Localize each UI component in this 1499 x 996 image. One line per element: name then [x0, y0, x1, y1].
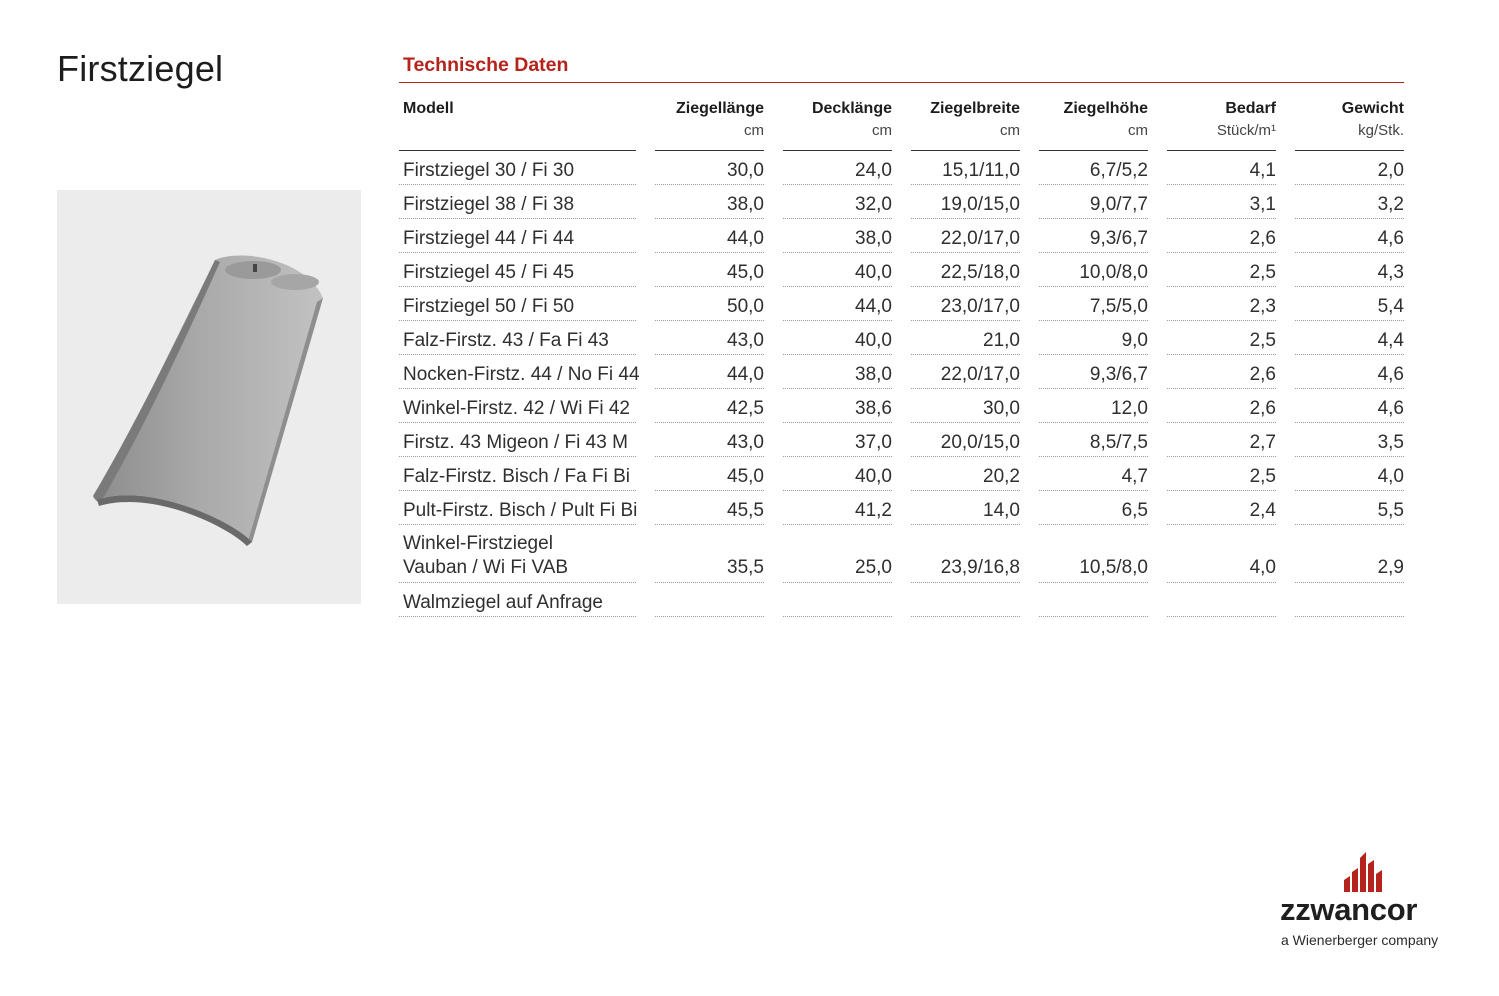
table-cell	[399, 287, 636, 321]
cell-value: Firstziegel 50 / Fi 50	[403, 296, 575, 317]
table-cell	[911, 321, 1020, 355]
cell-value: 4,1	[1249, 160, 1276, 181]
table-cell	[1039, 151, 1148, 185]
cell-value: 30,0	[727, 160, 764, 181]
table-cell	[1039, 525, 1148, 583]
ridge-tile-illustration	[57, 190, 361, 604]
cell-value: 9,0	[1121, 330, 1148, 351]
table-cell	[783, 151, 892, 185]
column-bedarf	[1167, 92, 1276, 617]
table-cell	[911, 185, 1020, 219]
cell-value: 25,0	[855, 557, 892, 578]
table-cell	[399, 185, 636, 219]
table-cell	[1167, 151, 1276, 185]
table-cell	[1039, 457, 1148, 491]
column-unit: kg/Stk.	[1358, 122, 1404, 139]
table-cell	[399, 355, 640, 389]
cell-value: 40,0	[855, 262, 892, 283]
table-cell	[1167, 355, 1276, 389]
table-cell	[911, 287, 1020, 321]
cell-value: 2,9	[1377, 557, 1404, 578]
table-cell	[783, 355, 892, 389]
table-cell	[655, 457, 764, 491]
cell-value: 22,0/17,0	[940, 228, 1020, 249]
table-cell	[399, 321, 636, 355]
section-heading: Technische Daten	[403, 54, 569, 76]
cell-value: 3,1	[1249, 194, 1276, 215]
table-cell	[655, 423, 764, 457]
table-cell	[1039, 491, 1148, 525]
column-label: Bedarf	[1225, 100, 1276, 117]
table-cell	[911, 151, 1020, 185]
cell-value: 2,5	[1249, 330, 1276, 351]
table-cell	[399, 583, 636, 617]
table-cell	[1167, 253, 1276, 287]
column-label: Modell	[403, 100, 454, 117]
table-cell	[783, 253, 892, 287]
table-cell	[783, 389, 892, 423]
table-cell	[1039, 321, 1148, 355]
cell-value: Nocken-Firstz. 44 / No Fi 44	[403, 364, 640, 385]
table-cell	[1167, 185, 1276, 219]
cell-value: Firstziegel 38 / Fi 38	[403, 194, 575, 215]
cell-value: 2,5	[1249, 466, 1276, 487]
cell-value: 4,7	[1121, 466, 1148, 487]
column-label: Ziegellänge	[675, 100, 764, 117]
column-modell	[399, 92, 640, 617]
cell-value: 38,0	[727, 194, 764, 215]
table-cell	[1295, 491, 1404, 525]
cell-value: 4,0	[1249, 557, 1276, 578]
table-cell	[1295, 321, 1404, 355]
table-cell	[399, 253, 636, 287]
cell-value: 12,0	[1111, 398, 1148, 419]
table-cell	[655, 151, 764, 185]
table-cell	[1295, 287, 1404, 321]
cell-value: 50,0	[727, 296, 764, 317]
table-cell	[1167, 583, 1276, 617]
table-cell	[655, 491, 764, 525]
table-cell	[399, 151, 636, 185]
cell-value: 38,0	[855, 228, 892, 249]
cell-value: 4,6	[1377, 398, 1404, 419]
cell-value: 42,5	[727, 398, 764, 419]
column-ziegelhoehe	[1039, 92, 1148, 617]
cell-value: 41,2	[855, 500, 892, 521]
table-cell	[1167, 457, 1276, 491]
column-unit: cm	[1000, 122, 1020, 139]
cell-value: Winkel-Firstziegel Vauban / Wi Fi VAB	[403, 533, 569, 578]
cell-value: 40,0	[855, 330, 892, 351]
cell-value: 37,0	[855, 432, 892, 453]
cell-value: Falz-Firstz. 43 / Fa Fi 43	[403, 330, 609, 351]
cell-value: 14,0	[983, 500, 1020, 521]
cell-value: 9,0/7,7	[1089, 194, 1148, 215]
cell-value: 3,5	[1377, 432, 1404, 453]
table-cell	[783, 583, 892, 617]
cell-value: 45,0	[727, 466, 764, 487]
column-header	[911, 92, 1020, 151]
column-unit: Stück/m¹	[1216, 122, 1276, 139]
table-cell	[1039, 253, 1148, 287]
table-cell	[911, 423, 1020, 457]
table-cell	[1295, 355, 1404, 389]
table-cell	[655, 389, 764, 423]
cell-value: 45,0	[727, 262, 764, 283]
table-cell	[911, 491, 1020, 525]
cell-value: 44,0	[855, 296, 892, 317]
column-header	[1167, 92, 1276, 151]
column-ziegellaenge	[655, 92, 764, 617]
cell-value: 44,0	[727, 364, 764, 385]
column-header	[655, 92, 764, 151]
column-header	[783, 92, 892, 151]
cell-value: 4,6	[1377, 228, 1404, 249]
cell-value: 10,5/8,0	[1079, 557, 1148, 578]
table-cell	[1039, 185, 1148, 219]
cell-value: 38,6	[855, 398, 892, 419]
table-cell	[911, 389, 1020, 423]
cell-value: 38,0	[855, 364, 892, 385]
table-cell	[783, 457, 892, 491]
cell-value: 2,6	[1249, 364, 1276, 385]
cell-value: 44,0	[727, 228, 764, 249]
table-cell	[911, 525, 1020, 583]
table-cell	[783, 287, 892, 321]
column-unit: cm	[744, 122, 764, 139]
table-cell	[655, 219, 764, 253]
table-cell	[655, 287, 764, 321]
column-unit: cm	[1128, 122, 1148, 139]
table-cell	[911, 355, 1020, 389]
table-cell	[1295, 423, 1404, 457]
table-cell	[1295, 389, 1404, 423]
column-label: Ziegelhöhe	[1063, 100, 1148, 117]
cell-value: Pult-Firstz. Bisch / Pult Fi Bi	[403, 500, 638, 521]
table-cell	[783, 321, 892, 355]
cell-value: 15,1/11,0	[942, 160, 1020, 181]
table-cell	[399, 219, 636, 253]
cell-value: Falz-Firstz. Bisch / Fa Fi Bi	[403, 466, 630, 487]
cell-value: 9,3/6,7	[1089, 364, 1148, 385]
table-cell	[783, 185, 892, 219]
cell-value: 21,0	[983, 330, 1020, 351]
cell-value: 2,3	[1249, 296, 1276, 317]
table-cell	[399, 457, 636, 491]
table-cell	[655, 185, 764, 219]
table-cell	[783, 219, 892, 253]
column-label: Gewicht	[1341, 100, 1404, 117]
cell-value: 23,9/16,8	[940, 557, 1020, 578]
table-cell	[1039, 219, 1148, 253]
table-cell	[655, 355, 764, 389]
cell-value: Walmziegel auf Anfrage	[403, 592, 603, 613]
cell-value: 23,0/17,0	[940, 296, 1020, 317]
cell-value: 6,7/5,2	[1089, 160, 1148, 181]
table-cell	[783, 525, 892, 583]
table-cell	[911, 253, 1020, 287]
table-cell	[1167, 287, 1276, 321]
table-cell	[1167, 219, 1276, 253]
column-decklaenge	[783, 92, 892, 617]
cell-value: Firstziegel 44 / Fi 44	[403, 228, 575, 249]
cell-value: 24,0	[855, 160, 892, 181]
table-cell	[1039, 583, 1148, 617]
cell-value: 2,7	[1249, 432, 1276, 453]
table-cell	[1295, 253, 1404, 287]
column-ziegelbreite	[911, 92, 1020, 617]
table-cell	[399, 491, 636, 525]
cell-value: 6,5	[1121, 500, 1148, 521]
cell-value: 4,0	[1377, 466, 1404, 487]
table-cell	[1167, 389, 1276, 423]
cell-value: 4,3	[1377, 262, 1404, 283]
cell-value: 22,5/18,0	[940, 262, 1020, 283]
column-header	[1295, 92, 1404, 151]
table-cell	[655, 321, 764, 355]
cell-value: Firstz. 43 Migeon / Fi 43 M	[403, 432, 628, 453]
table-cell	[1039, 389, 1148, 423]
table-cell	[655, 525, 764, 583]
cell-value: 2,0	[1377, 160, 1404, 181]
table-cell	[1039, 355, 1148, 389]
logo-name: zzwancor	[1280, 892, 1418, 927]
column-label: Decklänge	[811, 100, 892, 117]
heading-rule	[399, 82, 1404, 83]
column-unit: cm	[872, 122, 892, 139]
cell-value: 2,5	[1249, 262, 1276, 283]
cell-value: 2,6	[1249, 398, 1276, 419]
column-label: Ziegelbreite	[930, 100, 1020, 117]
cell-value: 2,6	[1249, 228, 1276, 249]
table-cell	[911, 219, 1020, 253]
page-title: Firstziegel	[57, 48, 224, 89]
cell-value: Firstziegel 45 / Fi 45	[403, 262, 575, 283]
cell-value: 8,5/7,5	[1089, 432, 1148, 453]
cell-value: 5,4	[1377, 296, 1404, 317]
table-cell	[783, 423, 892, 457]
product-image	[57, 190, 361, 604]
table-cell	[1295, 525, 1404, 583]
cell-value: 20,0/15,0	[940, 432, 1020, 453]
table-cell	[1039, 423, 1148, 457]
table-cell	[911, 457, 1020, 491]
table-cell	[1295, 219, 1404, 253]
logo-tagline: a Wienerberger company	[1281, 932, 1439, 948]
table-cell	[1167, 525, 1276, 583]
cell-value: 43,0	[727, 432, 764, 453]
cell-value: 32,0	[855, 194, 892, 215]
table-cell	[1295, 457, 1404, 491]
table-cell	[1295, 185, 1404, 219]
cell-value: 30,0	[983, 398, 1020, 419]
cell-value: Firstziegel 30 / Fi 30	[403, 160, 575, 181]
table-cell	[1295, 583, 1404, 617]
cell-value: 2,4	[1249, 500, 1276, 521]
column-gewicht	[1295, 92, 1404, 617]
table-cell	[655, 583, 764, 617]
brand-logo	[1280, 852, 1455, 952]
brick-stack-logo-icon	[1344, 852, 1384, 892]
column-header	[1039, 92, 1148, 151]
cell-value: 40,0	[855, 466, 892, 487]
cell-value: 20,2	[983, 466, 1020, 487]
cell-value: 7,5/5,0	[1089, 296, 1148, 317]
cell-value: 43,0	[727, 330, 764, 351]
cell-value: 19,0/15,0	[940, 194, 1020, 215]
cell-value: 4,4	[1377, 330, 1404, 351]
table-cell	[1295, 151, 1404, 185]
cell-value: 22,0/17,0	[940, 364, 1020, 385]
cell-value: 4,6	[1377, 364, 1404, 385]
table-cell	[1039, 287, 1148, 321]
table-cell	[1167, 321, 1276, 355]
cell-value: 5,5	[1377, 500, 1404, 521]
column-header	[399, 92, 636, 151]
cell-value: 45,5	[727, 500, 764, 521]
cell-value: 9,3/6,7	[1089, 228, 1148, 249]
table-cell	[783, 491, 892, 525]
cell-value: 3,2	[1377, 194, 1404, 215]
table-cell	[1167, 491, 1276, 525]
table-cell	[399, 525, 636, 583]
cell-value: 10,0/8,0	[1079, 262, 1148, 283]
cell-value: Winkel-Firstz. 42 / Wi Fi 42	[403, 398, 630, 419]
table-cell	[399, 389, 636, 423]
table-cell	[1167, 423, 1276, 457]
table-cell	[399, 423, 636, 457]
table-cell	[655, 253, 764, 287]
cell-value: 35,5	[727, 557, 764, 578]
table-cell	[911, 583, 1020, 617]
